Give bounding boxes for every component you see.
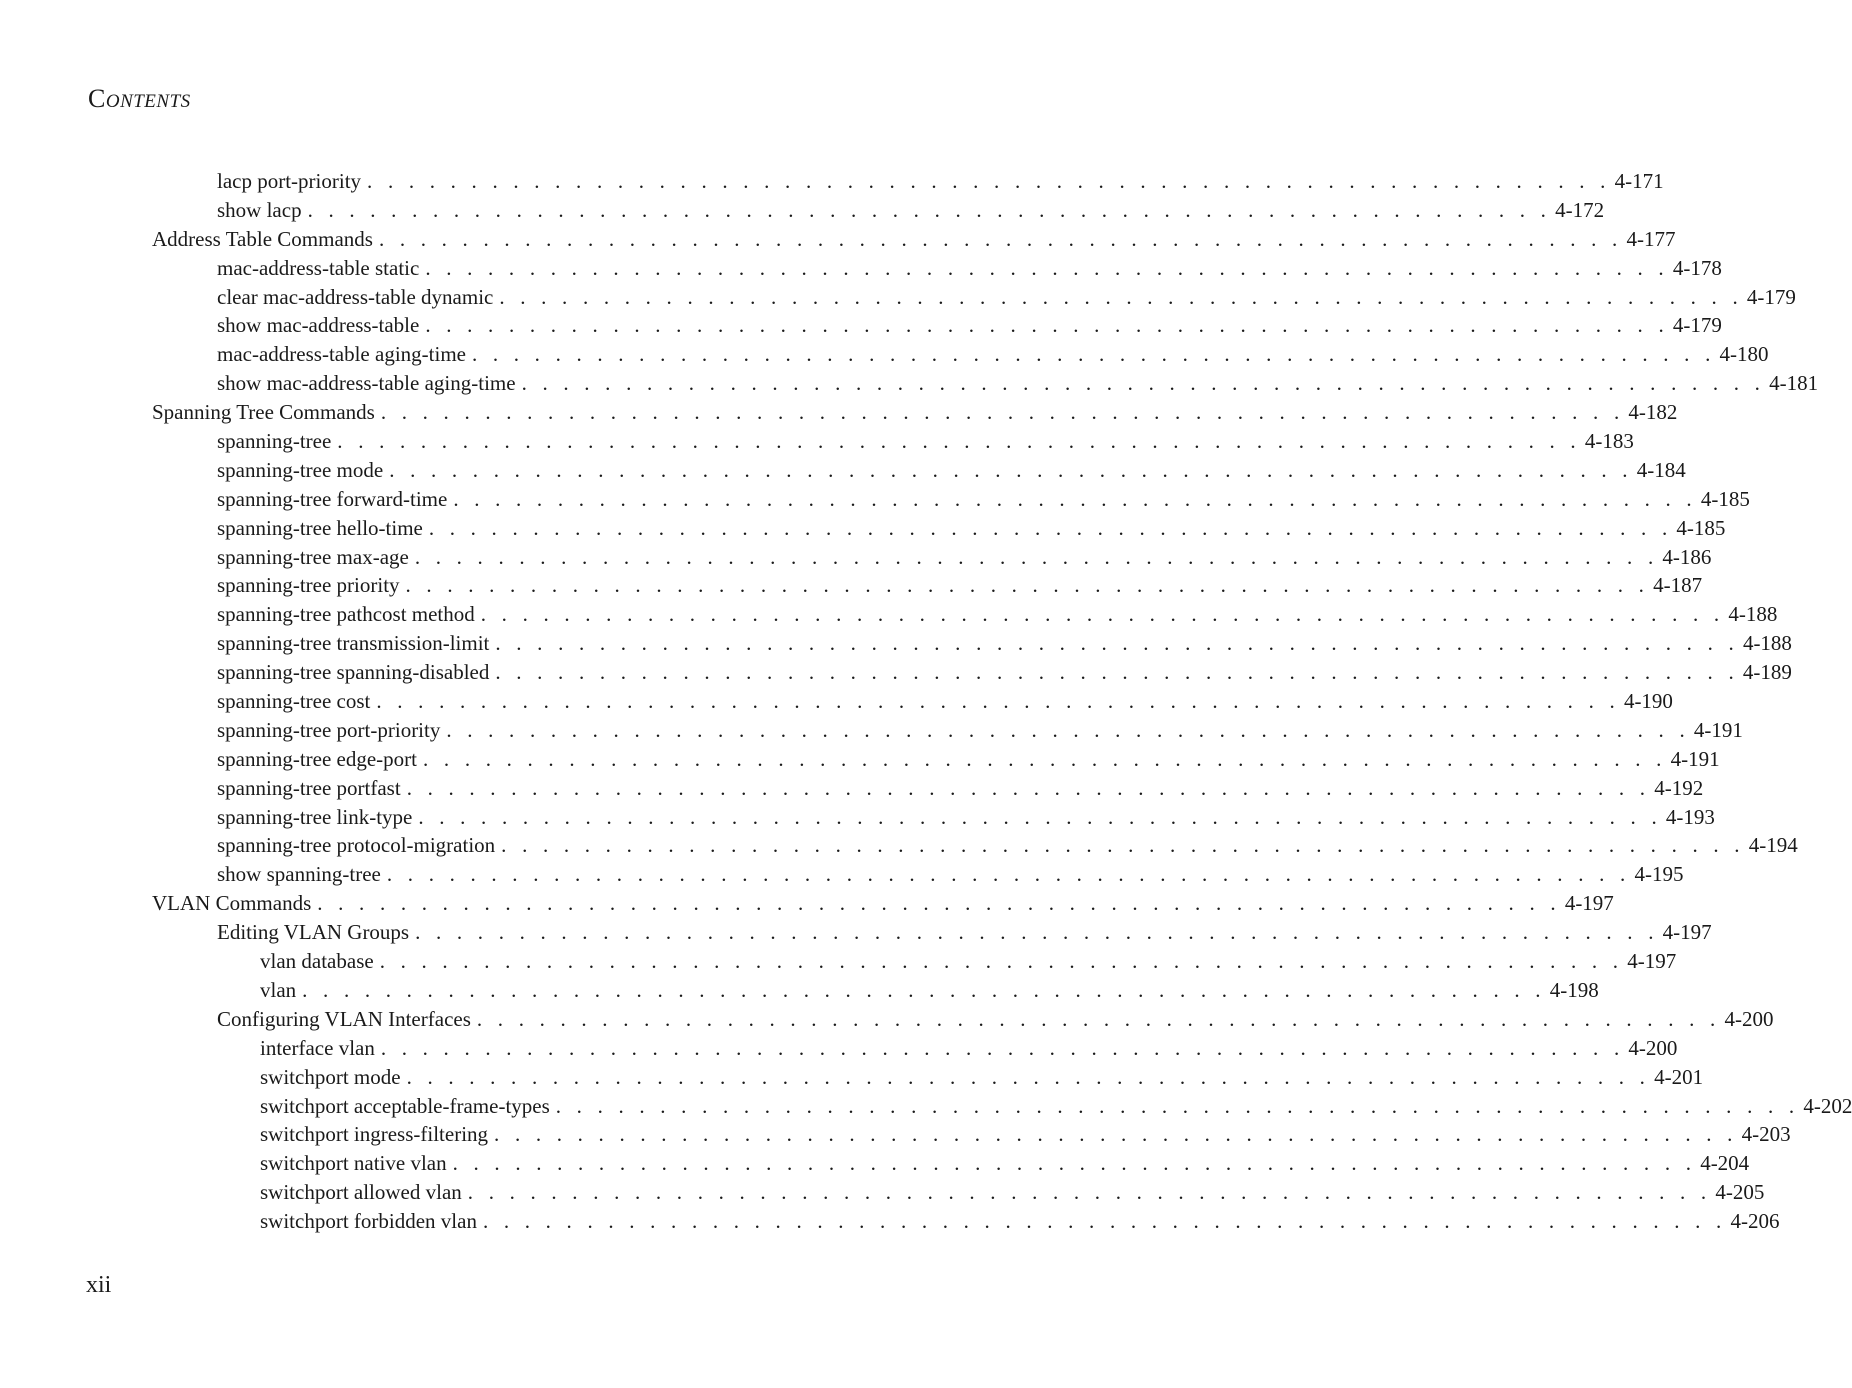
toc-entry-title: show lacp xyxy=(217,197,302,222)
toc-leader-dots: . . . . . . . . . . . . . . . . . . . . . . . . . . . . . . . . . . . . . . . . . . . . . . . . . . . . . . . . . . . . xyxy=(471,342,1716,367)
toc-entry[interactable] xyxy=(0,716,1743,745)
toc-leader-dots: . . . . . . . . . . . . . . . . . . . . . . . . . . . . . . . . . . . . . . . . . . . . . . . . . . . . . . . . . . . . xyxy=(406,1064,1651,1089)
toc-entry-title: spanning-tree pathcost method xyxy=(217,602,475,627)
toc-entry[interactable] xyxy=(0,1120,1791,1149)
toc-entry-page: 4-188 xyxy=(1728,602,1778,627)
toc-entry-page: 4-201 xyxy=(1654,1064,1704,1089)
toc-entry-page: 4-184 xyxy=(1636,457,1686,482)
toc-entry-page: 4-189 xyxy=(1742,660,1792,685)
toc-entry-page: 4-185 xyxy=(1676,515,1726,540)
toc-leader-dots: . . . . . . . . . . . . . . . . . . . . . . . . . . . . . . . . . . . . . . . . . . . . . . . . . . . . . . . . . . . . xyxy=(425,313,1669,338)
toc-leader-dots: . . . . . . . . . . . . . . . . . . . . . . . . . . . . . . . . . . . . . . . . . . . . . . . . . . . . . . . . . . . . xyxy=(389,457,1633,482)
toc-entry-page: 4-186 xyxy=(1662,544,1712,569)
toc-entry-title: show mac-address-table aging-time xyxy=(217,371,516,396)
toc-entry[interactable] xyxy=(0,456,1686,485)
toc-leader-dots: . . . . . . . . . . . . . . . . . . . . . . . . . . . . . . . . . . . . . . . . . . . . . . . . . . . . . . . . . . . . xyxy=(379,949,1624,974)
toc-entry-title: spanning-tree port-priority xyxy=(217,717,441,742)
toc-entry-page: 4-180 xyxy=(1719,342,1769,367)
toc-leader-dots: . . . . . . . . . . . . . . . . . . . . . . . . . . . . . . . . . . . . . . . . . . . . . . . . . . . . . . . . . . . . xyxy=(480,602,1725,627)
toc-entry-page: 4-206 xyxy=(1730,1209,1780,1234)
toc-entry-title: interface vlan xyxy=(260,1035,375,1060)
toc-entry[interactable] xyxy=(0,543,1712,572)
toc-entry-title: spanning-tree cost xyxy=(217,689,371,714)
toc-entry[interactable] xyxy=(0,283,1796,312)
toc-entry[interactable] xyxy=(0,889,1614,918)
toc-leader-dots: . . . . . . . . . . . . . . . . . . . . . . . . . . . . . . . . . . . . . . . . . . . . . . . . . . . . . . . . . . . . xyxy=(476,1006,1721,1031)
toc-entry-title: switchport forbidden vlan xyxy=(260,1209,477,1234)
toc-leader-dots: . . . . . . . . . . . . . . . . . . . . . . . . . . . . . . . . . . . . . . . . . . . . . . . . . . . . . . . . . . . . xyxy=(418,804,1662,829)
toc-entry-page: 4-197 xyxy=(1627,949,1677,974)
toc-leader-dots: . . . . . . . . . . . . . . . . . . . . . . . . . . . . . . . . . . . . . . . . . . . . . . . . . . . . . . . . . . . . xyxy=(337,429,1581,454)
toc-entry[interactable] xyxy=(0,1034,1678,1063)
toc-entry-page: 4-181 xyxy=(1769,371,1819,396)
toc-entry-title: switchport ingress-filtering xyxy=(260,1122,489,1147)
toc-entry[interactable] xyxy=(0,1063,1704,1092)
running-head xyxy=(88,84,191,114)
toc-entry-title: Spanning Tree Commands xyxy=(152,400,375,425)
running-head-rest: ONTENTS xyxy=(105,91,191,112)
toc-entry[interactable] xyxy=(0,167,1664,196)
toc-leader-dots: . . . . . . . . . . . . . . . . . . . . . . . . . . . . . . . . . . . . . . . . . . . . . . . . . . . . . . . . . . . . xyxy=(499,284,1743,309)
toc-entry-page: 4-198 xyxy=(1549,977,1599,1002)
toc-leader-dots: . . . . . . . . . . . . . . . . . . . . . . . . . . . . . . . . . . . . . . . . . . . . . . . . . . . . . . . . . . . . xyxy=(406,775,1651,800)
toc-entry[interactable] xyxy=(0,1149,1750,1178)
toc-entry[interactable] xyxy=(0,658,1792,687)
toc-entry[interactable] xyxy=(0,1207,1780,1236)
toc-entry-page: 4-202 xyxy=(1803,1093,1852,1118)
toc-entry-page: 4-179 xyxy=(1746,284,1796,309)
toc-entry[interactable] xyxy=(0,196,1605,225)
toc-entry[interactable] xyxy=(0,774,1704,803)
toc-leader-dots: . . . . . . . . . . . . . . . . . . . . . . . . . . . . . . . . . . . . . . . . . . . . . . . . . . . . . . . . . . . . xyxy=(423,746,1667,771)
toc-entry-title: switchport acceptable-frame-types xyxy=(260,1093,550,1118)
toc-entry-title: spanning-tree edge-port xyxy=(217,746,418,771)
toc-entry-page: 4-191 xyxy=(1693,717,1743,742)
toc-leader-dots: . . . . . . . . . . . . . . . . . . . . . . . . . . . . . . . . . . . . . . . . . . . . . . . . . . . . . . . . . . . . xyxy=(482,1209,1727,1234)
toc-entry-title: spanning-tree hello-time xyxy=(217,515,423,540)
toc-entry-page: 4-203 xyxy=(1741,1122,1791,1147)
toc-entry[interactable] xyxy=(0,860,1684,889)
toc-leader-dots: . . . . . . . . . . . . . . . . . . . . . . . . . . . . . . . . . . . . . . . . . . . . . . . . . . . . . . . . . . . . xyxy=(425,255,1669,280)
toc-leader-dots: . . . . . . . . . . . . . . . . . . . . . . . . . . . . . . . . . . . . . . . . . . . . . . . . . . . . . . . . . . . . xyxy=(415,920,1659,945)
toc-entry[interactable] xyxy=(0,629,1792,658)
toc-entry-title: switchport mode xyxy=(260,1064,401,1089)
toc-leader-dots: . . . . . . . . . . . . . . . . . . . . . . . . . . . . . . . . . . . . . . . . . . . . . . . . . . . . . . . . . . . . xyxy=(405,573,1650,598)
toc-entry-page: 4-182 xyxy=(1628,400,1678,425)
toc-entry-title: vlan xyxy=(260,977,297,1002)
toc-leader-dots: . . . . . . . . . . . . . . . . . . . . . . . . . . . . . . . . . . . . . . . . . . . . . . . . . . . . . . . . . . . . xyxy=(380,400,1625,425)
toc-entry-page: 4-188 xyxy=(1742,631,1792,656)
toc-leader-dots: . . . . . . . . . . . . . . . . . . . . . . . . . . . . . . . . . . . . . . . . . . . . . . . . . . . . . . . . . . . . xyxy=(376,689,1620,714)
page-number: xii xyxy=(86,1272,112,1298)
toc-entry[interactable] xyxy=(0,745,1720,774)
toc-entry-page: 4-171 xyxy=(1614,169,1664,193)
toc-entry-page: 4-192 xyxy=(1654,775,1704,800)
toc-leader-dots: . . . . . . . . . . . . . . . . . . . . . . . . . . . . . . . . . . . . . . . . . . . . . . . . . . . . . . . . . . . . xyxy=(307,197,1552,222)
toc-leader-dots: . . . . . . . . . . . . . . . . . . . . . . . . . . . . . . . . . . . . . . . . . . . . . . . . . . . . . . . . . . . . xyxy=(452,1151,1697,1176)
toc-entry-page: 4-193 xyxy=(1665,804,1715,829)
toc-entry[interactable] xyxy=(0,947,1677,976)
toc-entry-title: spanning-tree link-type xyxy=(217,804,413,829)
toc-entry-page: 4-187 xyxy=(1653,573,1703,598)
toc-entry-title: mac-address-table static xyxy=(217,255,420,280)
toc-entry[interactable] xyxy=(0,225,1676,254)
toc-leader-dots: . . . . . . . . . . . . . . . . . . . . . . . . . . . . . . . . . . . . . . . . . . . . . . . . . . . . . . . . . . . . xyxy=(367,169,1611,193)
toc-entry-page: 4-185 xyxy=(1700,486,1750,511)
toc-entry-title: mac-address-table aging-time xyxy=(217,342,466,367)
running-head-initial: C xyxy=(88,84,106,113)
toc-entry-title: Editing VLAN Groups xyxy=(217,920,410,945)
toc-entry-page: 4-200 xyxy=(1628,1035,1678,1060)
toc-leader-dots: . . . . . . . . . . . . . . . . . . . . . . . . . . . . . . . . . . . . . . . . . . . . . . . . . . . . . . . . . . . . xyxy=(380,1035,1625,1060)
toc-entry-page: 4-204 xyxy=(1700,1151,1750,1176)
toc-entry[interactable] xyxy=(0,571,1703,600)
table-of-contents xyxy=(0,167,1852,1236)
toc-leader-dots: . . . . . . . . . . . . . . . . . . . . . . . . . . . . . . . . . . . . . . . . . . . . . . . . . . . . . . . . . . . . xyxy=(495,631,1739,656)
toc-leader-dots: . . . . . . . . . . . . . . . . . . . . . . . . . . . . . . . . . . . . . . . . . . . . . . . . . . . . . . . . . . . . xyxy=(555,1093,1800,1118)
toc-entry-title: spanning-tree portfast xyxy=(217,775,401,800)
toc-leader-dots: . . . . . . . . . . . . . . . . . . . . . . . . . . . . . . . . . . . . . . . . . . . . . . . . . . . . . . . . . . . . xyxy=(494,1122,1738,1147)
toc-entry-page: 4-179 xyxy=(1672,313,1722,338)
toc-entry-page: 4-197 xyxy=(1564,891,1614,916)
toc-entry[interactable] xyxy=(0,600,1778,629)
toc-entry[interactable] xyxy=(0,687,1673,716)
toc-entry-title: lacp port-priority xyxy=(217,169,362,193)
toc-entry[interactable] xyxy=(0,831,1798,860)
toc-entry-title: vlan database xyxy=(260,949,374,974)
toc-entry-page: 4-197 xyxy=(1662,920,1712,945)
toc-entry-title: switchport native vlan xyxy=(260,1151,447,1176)
toc-leader-dots: . . . . . . . . . . . . . . . . . . . . . . . . . . . . . . . . . . . . . . . . . . . . . . . . . . . . . . . . . . . . xyxy=(428,515,1673,540)
toc-entry-title: spanning-tree max-age xyxy=(217,544,409,569)
toc-leader-dots: . . . . . . . . . . . . . . . . . . . . . . . . . . . . . . . . . . . . . . . . . . . . . . . . . . . . . . . . . . . . xyxy=(386,862,1631,887)
toc-entry[interactable] xyxy=(0,311,1722,340)
toc-entry[interactable] xyxy=(0,1092,1852,1121)
toc-entry[interactable] xyxy=(0,427,1634,456)
toc-leader-dots: . . . . . . . . . . . . . . . . . . . . . . . . . . . . . . . . . . . . . . . . . . . . . . . . . . . . . . . . . . . . xyxy=(453,486,1697,511)
toc-entry-title: switchport allowed vlan xyxy=(260,1180,462,1205)
toc-leader-dots: . . . . . . . . . . . . . . . . . . . . . . . . . . . . . . . . . . . . . . . . . . . . . . . . . . . . . . . . . . . . xyxy=(495,660,1739,685)
toc-entry-page: 4-178 xyxy=(1672,255,1722,280)
toc-entry-page: 4-190 xyxy=(1623,689,1673,714)
toc-entry[interactable] xyxy=(0,254,1722,283)
toc-entry[interactable] xyxy=(0,340,1769,369)
toc-entry-title: VLAN Commands xyxy=(152,891,312,916)
toc-entry-title: spanning-tree protocol-migration xyxy=(217,833,496,858)
toc-entry-page: 4-191 xyxy=(1670,746,1720,771)
toc-entry-page: 4-200 xyxy=(1724,1006,1774,1031)
toc-entry[interactable] xyxy=(0,803,1715,832)
toc-entry-title: spanning-tree forward-time xyxy=(217,486,448,511)
toc-entry-page: 4-177 xyxy=(1626,226,1676,251)
toc-leader-dots: . . . . . . . . . . . . . . . . . . . . . . . . . . . . . . . . . . . . . . . . . . . . . . . . . . . . . . . . . . . . xyxy=(317,891,1561,916)
toc-entry-title: spanning-tree mode xyxy=(217,457,384,482)
toc-leader-dots: . . . . . . . . . . . . . . . . . . . . . . . . . . . . . . . . . . . . . . . . . . . . . . . . . . . . . . . . . . . . xyxy=(521,371,1766,396)
toc-entry-title: Configuring VLAN Interfaces xyxy=(217,1006,471,1031)
toc-entry-title: show spanning-tree xyxy=(217,862,381,887)
toc-entry-title: Address Table Commands xyxy=(152,226,373,251)
toc-entry-page: 4-194 xyxy=(1748,833,1798,858)
toc-entry-title: show mac-address-table xyxy=(217,313,420,338)
toc-entry-page: 4-172 xyxy=(1555,197,1605,222)
toc-entry[interactable] xyxy=(0,485,1750,514)
toc-entry-title: spanning-tree transmission-limit xyxy=(217,631,490,656)
toc-entry-title: clear mac-address-table dynamic xyxy=(217,284,494,309)
toc-entry[interactable] xyxy=(0,398,1678,427)
toc-entry[interactable] xyxy=(0,1178,1765,1207)
toc-leader-dots: . . . . . . . . . . . . . . . . . . . . . . . . . . . . . . . . . . . . . . . . . . . . . . . . . . . . . . . . . . . . xyxy=(501,833,1745,858)
toc-entry[interactable] xyxy=(0,514,1726,543)
toc-entry[interactable] xyxy=(0,976,1599,1005)
toc-leader-dots: . . . . . . . . . . . . . . . . . . . . . . . . . . . . . . . . . . . . . . . . . . . . . . . . . . . . . . . . . . . . xyxy=(302,977,1546,1002)
toc-entry-page: 4-205 xyxy=(1715,1180,1765,1205)
toc-entry-title: spanning-tree xyxy=(217,429,332,454)
toc-entry-title: spanning-tree priority xyxy=(217,573,400,598)
toc-leader-dots: . . . . . . . . . . . . . . . . . . . . . . . . . . . . . . . . . . . . . . . . . . . . . . . . . . . . . . . . . . . . xyxy=(446,717,1690,742)
toc-entry-page: 4-183 xyxy=(1584,429,1634,454)
toc-entry[interactable] xyxy=(0,918,1712,947)
toc-leader-dots: . . . . . . . . . . . . . . . . . . . . . . . . . . . . . . . . . . . . . . . . . . . . . . . . . . . . . . . . . . . . xyxy=(414,544,1659,569)
toc-leader-dots: . . . . . . . . . . . . . . . . . . . . . . . . . . . . . . . . . . . . . . . . . . . . . . . . . . . . . . . . . . . . xyxy=(378,226,1623,251)
toc-entry-page: 4-195 xyxy=(1634,862,1684,887)
toc-leader-dots: . . . . . . . . . . . . . . . . . . . . . . . . . . . . . . . . . . . . . . . . . . . . . . . . . . . . . . . . . . . . xyxy=(467,1180,1712,1205)
toc-entry-title: spanning-tree spanning-disabled xyxy=(217,660,490,685)
toc-entry[interactable] xyxy=(0,369,1819,398)
toc-entry[interactable] xyxy=(0,1005,1774,1034)
